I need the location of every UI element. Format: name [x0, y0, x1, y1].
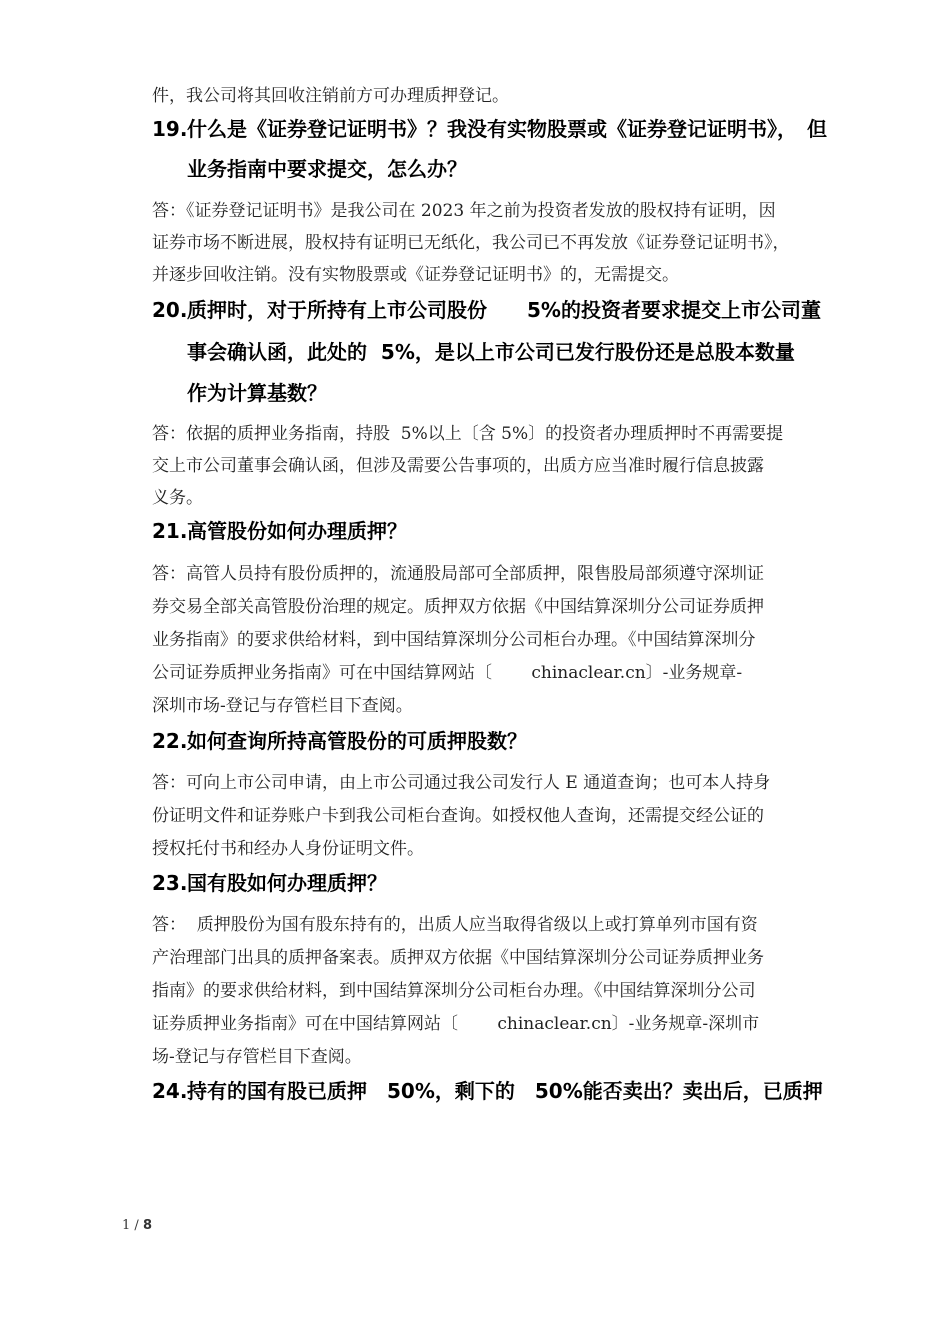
- answer-20-line: 交上市公司董事会确认函，但涉及需要公告事项的，出质方应当准时履行信息披露: [152, 456, 764, 476]
- answer-23-line: 答： 质押股份为国有股东持有的，出质人应当取得省级以上或打算单列市国有资: [152, 915, 758, 935]
- answer-19-line: 并逐步回收注销。没有实物股票或《证券登记证明书》的，无需提交。: [152, 265, 679, 285]
- answer-23-line: 场-登记与存管栏目下查阅。: [152, 1047, 362, 1067]
- question-24-title: 持有的国有股已质押 50%，剩下的 50%能否卖出？卖出后，已质押: [187, 1079, 823, 1103]
- page-total: 8: [142, 1218, 152, 1233]
- question-21-title: 高管股份如何办理质押？: [187, 519, 407, 543]
- answer-23-line: 指南》的要求供给材料，到中国结算深圳分公司柜台办理。《中国结算深圳分公司: [152, 981, 756, 1001]
- answer-23-line: 产治理部门出具的质押备案表。质押双方依据《中国结算深圳分公司证券质押业务: [152, 948, 764, 968]
- question-22-title: 如何查询所持高管股份的可质押股数？: [187, 729, 527, 753]
- answer-19-line: 证券市场不断进展，股权持有证明已无纸化，我公司已不再发放《证券登记证明书》，: [152, 233, 790, 253]
- answer-21-line: 公司证券质押业务指南》可在中国结算网站〔 chinaclear.cn〕-业务规章-: [152, 663, 743, 683]
- answer-21-line: 券交易全部关高管股份治理的规定。质押双方依据《中国结算深圳分公司证券质押: [152, 597, 764, 617]
- answer-21-line: 业务指南》的要求供给材料，到中国结算深圳分公司柜台办理。《中国结算深圳分: [152, 630, 756, 650]
- question-20-title-cont: 事会确认函，此处的 5%，是以上市公司已发行股份还是总股本数量: [187, 340, 795, 364]
- answer-21-line: 答：高管人员持有股份质押的，流通股局部可全部质押，限售股局部须遵守深圳证: [152, 564, 764, 584]
- answer-22-line: 答：可向上市公司申请，由上市公司通过我公司发行人 E 通道查询；也可本人持身: [152, 773, 771, 793]
- question-21-number: 21.: [152, 519, 188, 543]
- question-24-number: 24.: [152, 1079, 188, 1103]
- answer-21-line: 深圳市场-登记与存管栏目下查阅。: [152, 696, 413, 716]
- answer-22-line: 份证明文件和证券账户卡到我公司柜台查询。如授权他人查询，还需提交经公证的: [152, 806, 764, 826]
- page-current: 1 /: [122, 1218, 139, 1233]
- question-19-number: 19.: [152, 117, 188, 141]
- question-22-number: 22.: [152, 729, 188, 753]
- question-23-title: 国有股如何办理质押？: [187, 871, 387, 895]
- answer-23-line: 证券质押业务指南》可在中国结算网站〔 chinaclear.cn〕-业务规章-深圳市: [152, 1014, 760, 1034]
- question-20-number: 20.: [152, 298, 188, 322]
- question-23-number: 23.: [152, 871, 188, 895]
- answer-20-line: 答：依据的质押业务指南，持股 5%以上〔含 5%〕的投资者办理质押时不再需要提: [152, 424, 784, 444]
- answer-20-line: 义务。: [152, 488, 203, 508]
- paragraph-line: 件，我公司将其回收注销前方可办理质押登记。: [152, 86, 509, 106]
- answer-22-line: 授权托付书和经办人身份证明文件。: [152, 839, 424, 859]
- question-20-title-cont: 作为计算基数？: [187, 381, 327, 405]
- question-20-title: 质押时，对于所持有上市公司股份 5%的投资者要求提交上市公司董: [187, 298, 821, 322]
- question-19-title: 什么是《证券登记证明书》？我没有实物股票或《证券登记证明书》， 但: [187, 117, 827, 141]
- question-19-title-cont: 业务指南中要求提交，怎么办？: [187, 157, 467, 181]
- page-number: [122, 1218, 152, 1233]
- answer-19-line: 答：《证券登记证明书》是我公司在 2023 年之前为投资者发放的股权持有证明，因: [152, 201, 776, 221]
